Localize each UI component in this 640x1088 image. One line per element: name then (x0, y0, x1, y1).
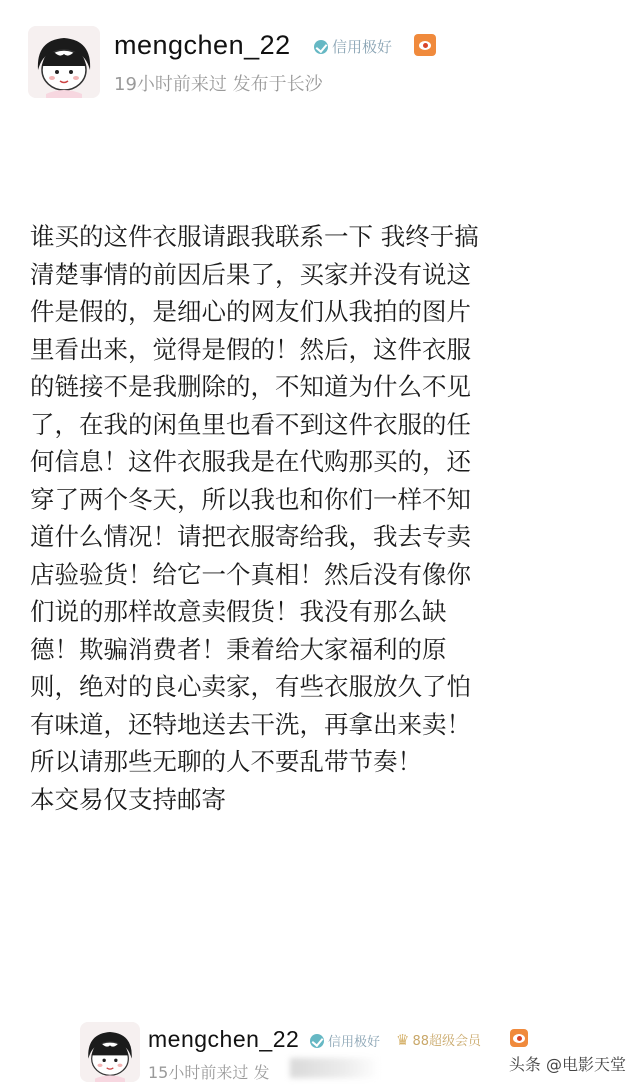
post-body-line: 何信息！这件衣服我是在代购那买的，还 (30, 447, 471, 476)
post-body-line: 德！欺骗消费者！秉着给大家福利的原 (30, 634, 447, 664)
post-body-line: 穿了两个冬天，所以我也和你们一样不知 (30, 484, 471, 514)
post-body-line: 的链接不是我删除的，不知道为什么不见 (30, 372, 471, 401)
check-icon (314, 40, 328, 54)
post-meta: 19小时前来过 发布于长沙 (114, 74, 323, 95)
vip-badge (396, 1030, 481, 1049)
vip-badge-label: 88超级会员 (412, 1034, 481, 1049)
repost-meta: 15小时前来过 发 (148, 1063, 270, 1082)
post-body (30, 218, 610, 818)
post-body-line: 本交易仅支持邮寄 (30, 784, 226, 814)
post-body-line: 有味道，还特地送去干洗，再拿出来卖！ (30, 709, 471, 739)
credit-badge (314, 36, 392, 57)
repost-username[interactable]: mengchen_22 (148, 1026, 300, 1052)
weibo-icon[interactable] (414, 34, 436, 56)
post-body-line: 店验验货！给它一个真相！然后没有像你 (30, 559, 471, 589)
cartoon-girl-avatar-icon (28, 26, 100, 98)
user-avatar[interactable] (28, 26, 100, 98)
post-body-line: 道什么情况！请把衣服寄给我，我去专卖 (30, 522, 471, 551)
credit-badge-label: 信用极好 (332, 38, 393, 56)
post-body-line: 则，绝对的良心卖家，有些衣服放久了怕 (30, 672, 471, 701)
repost-user-avatar[interactable] (80, 1022, 140, 1082)
post-body-line: 里看出来，觉得是假的！然后，这件衣服 (30, 334, 471, 364)
cartoon-girl-avatar-icon (80, 1022, 140, 1082)
post-body-line: 了，在我的闲鱼里也看不到这件衣服的任 (30, 409, 471, 439)
weibo-icon[interactable] (510, 1029, 528, 1047)
blurred-location (290, 1058, 380, 1078)
post-body-line: 谁买的这件衣服请跟我联系一下 我终于搞 (30, 222, 479, 251)
post-body-line: 清楚事情的前因后果了，买家并没有说这 (30, 259, 471, 289)
post-body-line: 所以请那些无聊的人不要乱带节奏！ (30, 747, 422, 776)
post-body-line: 件是假的，是细心的网友们从我拍的图片 (30, 297, 471, 326)
repost-credit-badge (310, 1031, 380, 1050)
source-watermark: 头条 @电影天堂 (508, 1055, 626, 1074)
check-icon (310, 1034, 324, 1048)
username[interactable]: mengchen_22 (114, 30, 291, 60)
crown-icon: ♛ (396, 1030, 410, 1049)
repost-credit-badge-label: 信用极好 (328, 1035, 381, 1050)
post-body-line: 们说的那样故意卖假货！我没有那么缺 (30, 597, 447, 626)
